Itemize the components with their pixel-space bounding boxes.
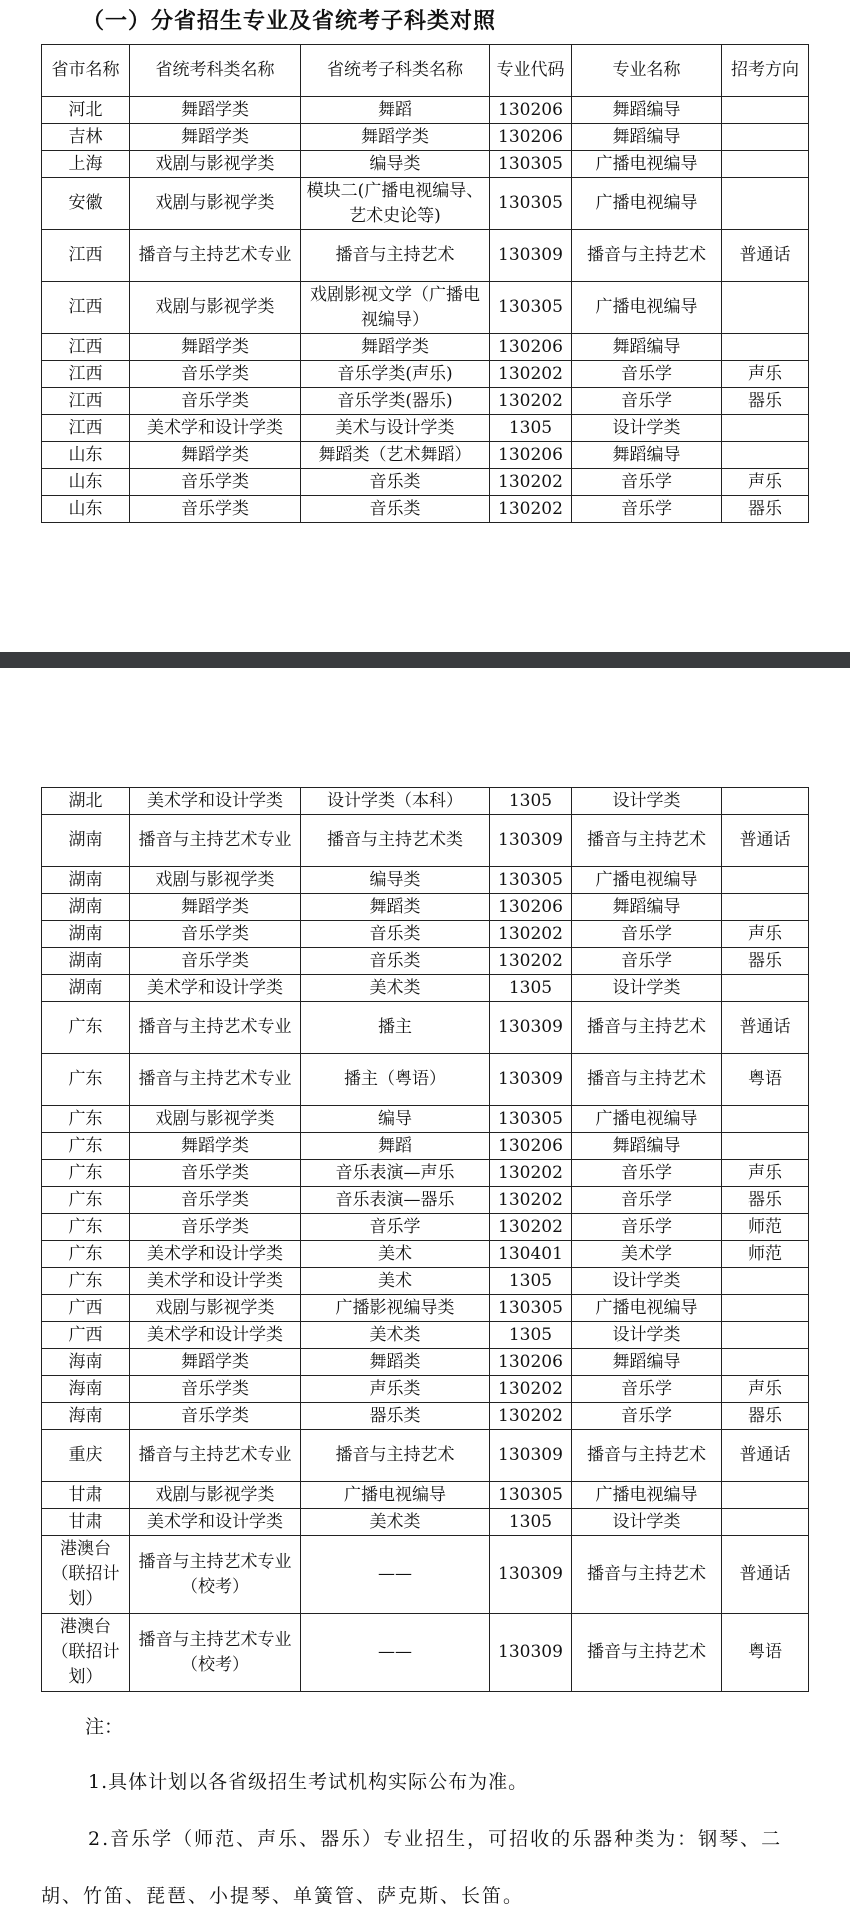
header-major-code: 专业代码 [490, 45, 572, 97]
table-2-body [42, 788, 809, 1692]
table-row [42, 1322, 809, 1349]
cell-major-name: 广播电视编导 [572, 867, 722, 894]
cell-major-name: 音乐学 [572, 388, 722, 415]
cell-province: 江西 [42, 415, 130, 442]
cell-category: 美术学和设计学类 [130, 975, 301, 1002]
cell-major-code: 130305 [490, 1106, 572, 1133]
cell-major-code: 130206 [490, 894, 572, 921]
cell-direction: 声乐 [722, 1160, 809, 1187]
cell-subcategory: 编导类 [301, 867, 490, 894]
cell-subcategory: 舞蹈类 [301, 894, 490, 921]
table-row [42, 415, 809, 442]
cell-direction: 器乐 [722, 388, 809, 415]
cell-subcategory: 舞蹈学类 [301, 124, 490, 151]
cell-province: 海南 [42, 1349, 130, 1376]
cell-major-code: 130202 [490, 388, 572, 415]
cell-subcategory: 舞蹈类 [301, 1349, 490, 1376]
cell-direction [722, 1482, 809, 1509]
cell-major-code: 130305 [490, 151, 572, 178]
document-page-2 [0, 700, 850, 1910]
cell-province: 湖南 [42, 921, 130, 948]
table-row [42, 975, 809, 1002]
cell-major-code: 1305 [490, 788, 572, 815]
cell-category: 音乐学类 [130, 1160, 301, 1187]
cell-direction [722, 97, 809, 124]
cell-major-name: 音乐学 [572, 1376, 722, 1403]
cell-major-code: 130206 [490, 1133, 572, 1160]
table-row [42, 442, 809, 469]
cell-major-code: 130202 [490, 361, 572, 388]
cell-category: 播音与主持艺术专业（校考） [130, 1614, 301, 1692]
cell-major-name: 舞蹈编导 [572, 1349, 722, 1376]
cell-province: 江西 [42, 361, 130, 388]
table-row [42, 178, 809, 230]
table-row [42, 230, 809, 282]
cell-category: 舞蹈学类 [130, 124, 301, 151]
cell-major-code: 130202 [490, 1376, 572, 1403]
cell-major-name: 音乐学 [572, 948, 722, 975]
cell-major-code: 1305 [490, 1322, 572, 1349]
cell-major-code: 130309 [490, 815, 572, 867]
cell-category: 舞蹈学类 [130, 1349, 301, 1376]
cell-direction [722, 1349, 809, 1376]
table-row [42, 469, 809, 496]
cell-province: 江西 [42, 334, 130, 361]
cell-direction [722, 1106, 809, 1133]
cell-major-code: 130206 [490, 97, 572, 124]
cell-category: 音乐学类 [130, 1187, 301, 1214]
cell-direction [722, 442, 809, 469]
cell-subcategory: 编导 [301, 1106, 490, 1133]
cell-subcategory: 戏剧影视文学（广播电视编导） [301, 282, 490, 334]
table-row [42, 151, 809, 178]
cell-direction: 粤语 [722, 1054, 809, 1106]
cell-subcategory: 模块二(广播电视编导、艺术史论等) [301, 178, 490, 230]
section-title: （一）分省招生专业及省统考子科类对照 [82, 9, 497, 34]
cell-direction: 普通话 [722, 815, 809, 867]
cell-province: 广东 [42, 1133, 130, 1160]
cell-subcategory: 美术类 [301, 1509, 490, 1536]
table-row [42, 1482, 809, 1509]
cell-province: 安徽 [42, 178, 130, 230]
cell-major-name: 播音与主持艺术 [572, 815, 722, 867]
cell-province: 湖南 [42, 867, 130, 894]
cell-direction [722, 1509, 809, 1536]
cell-major-name: 播音与主持艺术 [572, 1536, 722, 1614]
cell-direction: 粤语 [722, 1614, 809, 1692]
cell-direction [722, 1295, 809, 1322]
cell-direction [722, 867, 809, 894]
cell-province: 湖北 [42, 788, 130, 815]
cell-province: 湖南 [42, 894, 130, 921]
table-row [42, 1214, 809, 1241]
note-item-1: 1.具体计划以各省级招生考试机构实际公布为准。 [88, 1771, 529, 1793]
cell-province: 广东 [42, 1160, 130, 1187]
table-row [42, 1614, 809, 1692]
cell-major-name: 广播电视编导 [572, 282, 722, 334]
cell-province: 山东 [42, 442, 130, 469]
table-row [42, 1002, 809, 1054]
cell-major-name: 广播电视编导 [572, 1295, 722, 1322]
cell-direction [722, 415, 809, 442]
cell-major-name: 舞蹈编导 [572, 97, 722, 124]
cell-direction: 声乐 [722, 921, 809, 948]
cell-direction: 普通话 [722, 230, 809, 282]
cell-category: 舞蹈学类 [130, 894, 301, 921]
cell-major-code: 130206 [490, 442, 572, 469]
table-row [42, 388, 809, 415]
cell-subcategory: 播音与主持艺术 [301, 1430, 490, 1482]
cell-subcategory: —— [301, 1536, 490, 1614]
cell-province: 广东 [42, 1214, 130, 1241]
cell-category: 音乐学类 [130, 921, 301, 948]
cell-direction: 声乐 [722, 361, 809, 388]
cell-major-code: 130305 [490, 178, 572, 230]
cell-category: 美术学和设计学类 [130, 788, 301, 815]
cell-province: 江西 [42, 230, 130, 282]
cell-province: 港澳台（联招计划） [42, 1536, 130, 1614]
cell-major-name: 音乐学 [572, 469, 722, 496]
cell-direction [722, 1268, 809, 1295]
cell-major-code: 130309 [490, 1430, 572, 1482]
table-row [42, 124, 809, 151]
cell-major-name: 音乐学 [572, 361, 722, 388]
cell-province: 江西 [42, 282, 130, 334]
cell-direction [722, 334, 809, 361]
cell-category: 美术学和设计学类 [130, 1268, 301, 1295]
cell-major-code: 130309 [490, 1536, 572, 1614]
cell-subcategory: 音乐表演—声乐 [301, 1160, 490, 1187]
cell-major-code: 130206 [490, 334, 572, 361]
cell-subcategory: 编导类 [301, 151, 490, 178]
cell-direction: 器乐 [722, 948, 809, 975]
cell-major-name: 音乐学 [572, 496, 722, 523]
cell-major-code: 130309 [490, 230, 572, 282]
cell-major-name: 舞蹈编导 [572, 1133, 722, 1160]
table-row [42, 1430, 809, 1482]
cell-major-code: 130202 [490, 1187, 572, 1214]
table-row [42, 361, 809, 388]
cell-category: 舞蹈学类 [130, 1133, 301, 1160]
cell-major-code: 130305 [490, 282, 572, 334]
cell-province: 广西 [42, 1322, 130, 1349]
cell-category: 播音与主持艺术专业 [130, 230, 301, 282]
cell-direction: 器乐 [722, 1403, 809, 1430]
cell-major-name: 播音与主持艺术 [572, 1614, 722, 1692]
cell-major-code: 130309 [490, 1614, 572, 1692]
cell-direction [722, 151, 809, 178]
cell-major-code: 130202 [490, 921, 572, 948]
cell-major-code: 130202 [490, 469, 572, 496]
page-separator [0, 652, 850, 668]
table-row [42, 1241, 809, 1268]
cell-major-name: 音乐学 [572, 1214, 722, 1241]
cell-subcategory: 舞蹈 [301, 97, 490, 124]
cell-subcategory: 播音与主持艺术 [301, 230, 490, 282]
cell-subcategory: 舞蹈类（艺术舞蹈） [301, 442, 490, 469]
cell-category: 美术学和设计学类 [130, 1509, 301, 1536]
cell-major-name: 设计学类 [572, 1268, 722, 1295]
cell-major-code: 1305 [490, 1509, 572, 1536]
cell-province: 广东 [42, 1002, 130, 1054]
note-item-2: 2.音乐学（师范、声乐、器乐）专业招生，可招收的乐器种类为：钢琴、二 [88, 1828, 783, 1850]
cell-major-code: 130401 [490, 1241, 572, 1268]
cell-major-code: 1305 [490, 1268, 572, 1295]
table-row [42, 97, 809, 124]
cell-subcategory: 音乐表演—器乐 [301, 1187, 490, 1214]
header-category: 省统考科类名称 [130, 45, 301, 97]
cell-major-name: 设计学类 [572, 1509, 722, 1536]
cell-subcategory: 音乐类 [301, 921, 490, 948]
cell-direction [722, 282, 809, 334]
cell-direction: 普通话 [722, 1430, 809, 1482]
cell-category: 音乐学类 [130, 948, 301, 975]
cell-major-name: 设计学类 [572, 415, 722, 442]
notes-label: 注： [85, 1716, 124, 1738]
cell-major-name: 设计学类 [572, 788, 722, 815]
cell-subcategory: 广播电视编导 [301, 1482, 490, 1509]
table-row [42, 282, 809, 334]
table-row [42, 867, 809, 894]
cell-major-name: 舞蹈编导 [572, 124, 722, 151]
cell-category: 戏剧与影视学类 [130, 867, 301, 894]
cell-subcategory: 音乐学类(声乐) [301, 361, 490, 388]
cell-category: 戏剧与影视学类 [130, 282, 301, 334]
table-row [42, 1160, 809, 1187]
cell-direction [722, 975, 809, 1002]
header-subcategory: 省统考子科类名称 [301, 45, 490, 97]
cell-major-name: 广播电视编导 [572, 151, 722, 178]
cell-province: 海南 [42, 1376, 130, 1403]
cell-category: 舞蹈学类 [130, 334, 301, 361]
cell-subcategory: 美术类 [301, 1322, 490, 1349]
cell-major-name: 播音与主持艺术 [572, 1430, 722, 1482]
cell-province: 山东 [42, 496, 130, 523]
cell-major-code: 130305 [490, 1482, 572, 1509]
cell-category: 播音与主持艺术专业 [130, 1054, 301, 1106]
cell-category: 播音与主持艺术专业 [130, 1430, 301, 1482]
major-mapping-table-1 [41, 44, 809, 523]
cell-category: 戏剧与影视学类 [130, 1482, 301, 1509]
cell-major-name: 广播电视编导 [572, 1482, 722, 1509]
cell-category: 音乐学类 [130, 1376, 301, 1403]
cell-province: 江西 [42, 388, 130, 415]
cell-direction [722, 1133, 809, 1160]
cell-province: 广东 [42, 1106, 130, 1133]
table-row [42, 334, 809, 361]
table-row [42, 1187, 809, 1214]
cell-province: 山东 [42, 469, 130, 496]
cell-subcategory: —— [301, 1614, 490, 1692]
cell-category: 音乐学类 [130, 469, 301, 496]
cell-subcategory: 器乐类 [301, 1403, 490, 1430]
cell-major-code: 130305 [490, 1295, 572, 1322]
table-header-row [42, 45, 809, 97]
cell-province: 湖南 [42, 975, 130, 1002]
cell-province: 湖南 [42, 815, 130, 867]
cell-province: 湖南 [42, 948, 130, 975]
cell-category: 播音与主持艺术专业 [130, 815, 301, 867]
cell-major-code: 130202 [490, 1160, 572, 1187]
cell-category: 戏剧与影视学类 [130, 1295, 301, 1322]
cell-category: 戏剧与影视学类 [130, 1106, 301, 1133]
table-row [42, 1106, 809, 1133]
cell-subcategory: 声乐类 [301, 1376, 490, 1403]
cell-subcategory: 美术 [301, 1268, 490, 1295]
cell-category: 音乐学类 [130, 388, 301, 415]
cell-major-name: 音乐学 [572, 1187, 722, 1214]
cell-subcategory: 播主（粤语） [301, 1054, 490, 1106]
note-item-2-continued: 胡、竹笛、琵琶、小提琴、单簧管、萨克斯、长笛。 [41, 1885, 525, 1907]
table-row [42, 815, 809, 867]
table-row [42, 1376, 809, 1403]
cell-major-code: 130309 [490, 1002, 572, 1054]
cell-subcategory: 舞蹈学类 [301, 334, 490, 361]
cell-major-name: 舞蹈编导 [572, 334, 722, 361]
table-row [42, 1403, 809, 1430]
cell-major-name: 舞蹈编导 [572, 442, 722, 469]
cell-major-name: 广播电视编导 [572, 178, 722, 230]
table-row [42, 1536, 809, 1614]
cell-category: 戏剧与影视学类 [130, 178, 301, 230]
cell-subcategory: 美术类 [301, 975, 490, 1002]
cell-province: 重庆 [42, 1430, 130, 1482]
cell-major-name: 舞蹈编导 [572, 894, 722, 921]
cell-category: 播音与主持艺术专业 [130, 1002, 301, 1054]
cell-major-code: 130202 [490, 496, 572, 523]
cell-category: 音乐学类 [130, 496, 301, 523]
table-row [42, 1509, 809, 1536]
cell-subcategory: 音乐类 [301, 496, 490, 523]
document-page-1 [0, 0, 850, 655]
table-row [42, 948, 809, 975]
cell-subcategory: 音乐学 [301, 1214, 490, 1241]
table-row [42, 1133, 809, 1160]
table-row [42, 894, 809, 921]
cell-major-name: 音乐学 [572, 921, 722, 948]
cell-province: 河北 [42, 97, 130, 124]
cell-direction: 声乐 [722, 469, 809, 496]
cell-province: 广西 [42, 1295, 130, 1322]
cell-province: 甘肃 [42, 1509, 130, 1536]
cell-major-name: 广播电视编导 [572, 1106, 722, 1133]
cell-subcategory: 美术与设计学类 [301, 415, 490, 442]
cell-category: 美术学和设计学类 [130, 415, 301, 442]
cell-category: 音乐学类 [130, 1403, 301, 1430]
cell-category: 美术学和设计学类 [130, 1322, 301, 1349]
cell-subcategory: 广播影视编导类 [301, 1295, 490, 1322]
table-row [42, 788, 809, 815]
cell-subcategory: 音乐学类(器乐) [301, 388, 490, 415]
cell-direction [722, 124, 809, 151]
cell-major-name: 播音与主持艺术 [572, 230, 722, 282]
cell-major-name: 音乐学 [572, 1160, 722, 1187]
cell-direction: 师范 [722, 1214, 809, 1241]
cell-direction: 普通话 [722, 1536, 809, 1614]
header-province: 省市名称 [42, 45, 130, 97]
cell-major-name: 播音与主持艺术 [572, 1054, 722, 1106]
header-direction: 招考方向 [722, 45, 809, 97]
table-row [42, 1268, 809, 1295]
cell-subcategory: 播主 [301, 1002, 490, 1054]
header-major-name: 专业名称 [572, 45, 722, 97]
cell-major-code: 1305 [490, 415, 572, 442]
cell-category: 舞蹈学类 [130, 442, 301, 469]
cell-province: 广东 [42, 1187, 130, 1214]
cell-direction [722, 178, 809, 230]
cell-province: 海南 [42, 1403, 130, 1430]
cell-subcategory: 音乐类 [301, 948, 490, 975]
cell-province: 上海 [42, 151, 130, 178]
cell-major-code: 130305 [490, 867, 572, 894]
cell-major-name: 设计学类 [572, 1322, 722, 1349]
cell-direction: 师范 [722, 1241, 809, 1268]
table-row [42, 1054, 809, 1106]
cell-major-code: 130309 [490, 1054, 572, 1106]
cell-subcategory: 舞蹈 [301, 1133, 490, 1160]
major-mapping-table-2 [41, 787, 809, 1692]
cell-subcategory: 美术 [301, 1241, 490, 1268]
cell-subcategory: 音乐类 [301, 469, 490, 496]
cell-major-code: 1305 [490, 975, 572, 1002]
cell-province: 广东 [42, 1054, 130, 1106]
cell-category: 美术学和设计学类 [130, 1241, 301, 1268]
cell-major-name: 播音与主持艺术 [572, 1002, 722, 1054]
cell-direction: 器乐 [722, 1187, 809, 1214]
cell-direction: 器乐 [722, 496, 809, 523]
table-row [42, 1349, 809, 1376]
cell-major-code: 130202 [490, 948, 572, 975]
cell-major-code: 130206 [490, 1349, 572, 1376]
cell-category: 舞蹈学类 [130, 97, 301, 124]
cell-province: 港澳台（联招计划） [42, 1614, 130, 1692]
cell-direction [722, 1322, 809, 1349]
cell-major-code: 130202 [490, 1403, 572, 1430]
cell-major-code: 130202 [490, 1214, 572, 1241]
table-row [42, 496, 809, 523]
cell-province: 吉林 [42, 124, 130, 151]
cell-direction: 声乐 [722, 1376, 809, 1403]
table-row [42, 921, 809, 948]
cell-province: 甘肃 [42, 1482, 130, 1509]
cell-category: 音乐学类 [130, 361, 301, 388]
cell-category: 播音与主持艺术专业（校考） [130, 1536, 301, 1614]
cell-major-name: 音乐学 [572, 1403, 722, 1430]
cell-major-name: 设计学类 [572, 975, 722, 1002]
cell-category: 音乐学类 [130, 1214, 301, 1241]
table-1-body [42, 97, 809, 523]
cell-major-code: 130206 [490, 124, 572, 151]
cell-subcategory: 播音与主持艺术类 [301, 815, 490, 867]
cell-direction [722, 894, 809, 921]
table-row [42, 1295, 809, 1322]
cell-major-name: 美术学 [572, 1241, 722, 1268]
cell-province: 广东 [42, 1268, 130, 1295]
cell-direction [722, 788, 809, 815]
cell-direction: 普通话 [722, 1002, 809, 1054]
cell-province: 广东 [42, 1241, 130, 1268]
cell-subcategory: 设计学类（本科） [301, 788, 490, 815]
cell-category: 戏剧与影视学类 [130, 151, 301, 178]
